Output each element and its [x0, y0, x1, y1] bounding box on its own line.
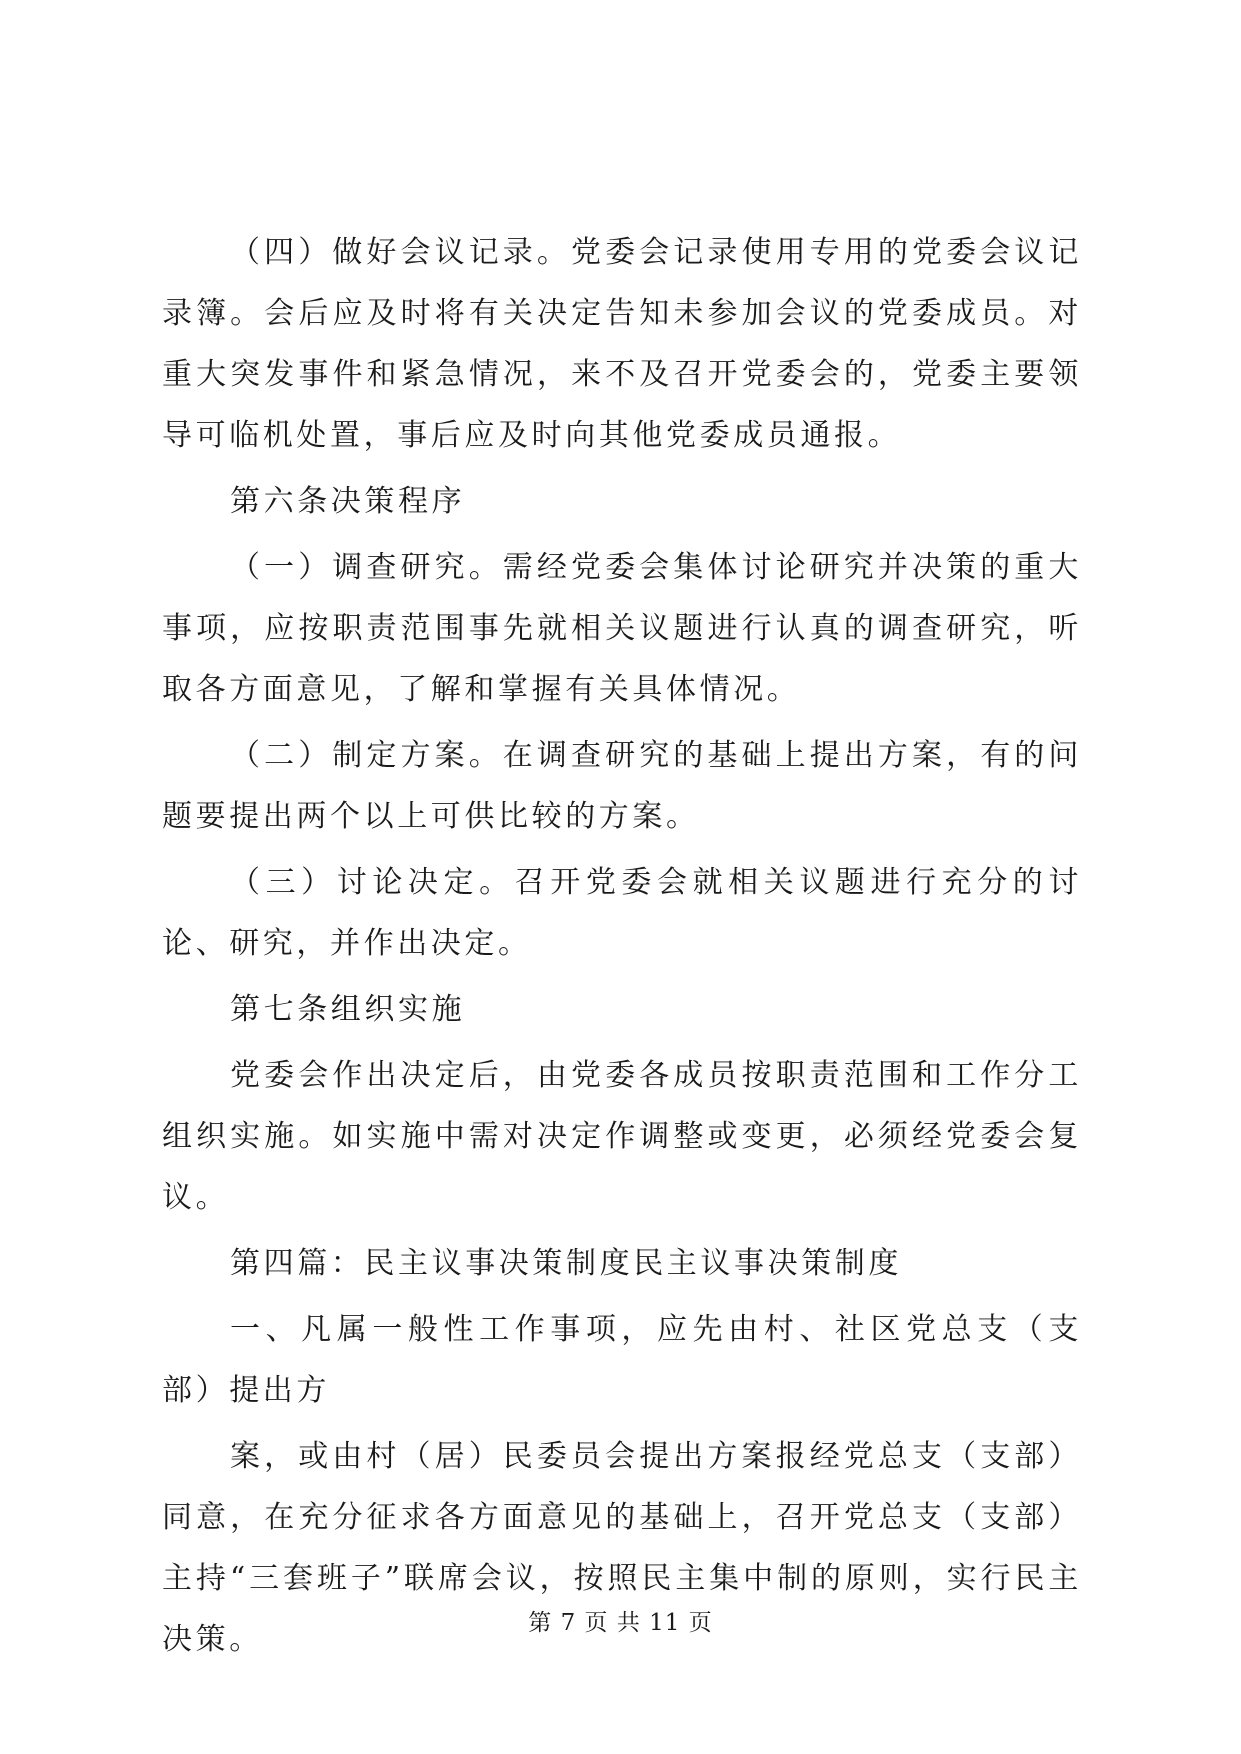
paragraph-plan-approval: 案，或由村（居）民委员会提出方案报经党总支（支部）同意，在充分征求各方面意见的基础上，召开党总支（支部）主持“三套班子”联席会议，按照民主集中制的原则，实行民主决策。 [162, 1439, 1082, 1657]
document-body [162, 222, 1082, 1675]
heading-part-4-democratic-decision: 第四篇：民主议事决策制度民主议事决策制度 [230, 1246, 902, 1281]
paragraph-formulate-plan: （二）制定方案。在调查研究的基础上提出方案，有的问题要提出两个以上可供比较的方案。 [162, 738, 1082, 834]
heading-article-6-decision-procedure: 第六条决策程序 [230, 484, 466, 519]
page-footer: 第 7 页 共 11 页 [528, 1610, 713, 1636]
paragraph-investigation: （一）调查研究。需经党委会集体讨论研究并决策的重大事项，应按职责范围事先就相关议题进行认真的调查研究，听取各方面意见，了解和掌握有关具体情况。 [162, 550, 1082, 707]
heading-article-7-implementation: 第七条组织实施 [230, 992, 466, 1027]
paragraph-general-matters: 一、凡属一般性工作事项，应先由村、社区党总支（支部）提出方 [162, 1312, 1082, 1408]
paragraph-discuss-decide: （三）讨论决定。召开党委会就相关议题进行充分的讨论、研究，并作出决定。 [162, 865, 1082, 961]
paragraph-meeting-records: （四）做好会议记录。党委会记录使用专用的党委会议记录簿。会后应及时将有关决定告知未参加会议的党委成员。对重大突发事件和紧急情况，来不及召开党委会的，党委主要领导可临机处置，事后应及时向其他党委成员通报。 [162, 235, 1082, 453]
paragraph-implementation: 党委会作出决定后，由党委各成员按职责范围和工作分工组织实施。如实施中需对决定作调整或变更，必须经党委会复议。 [162, 1058, 1082, 1215]
